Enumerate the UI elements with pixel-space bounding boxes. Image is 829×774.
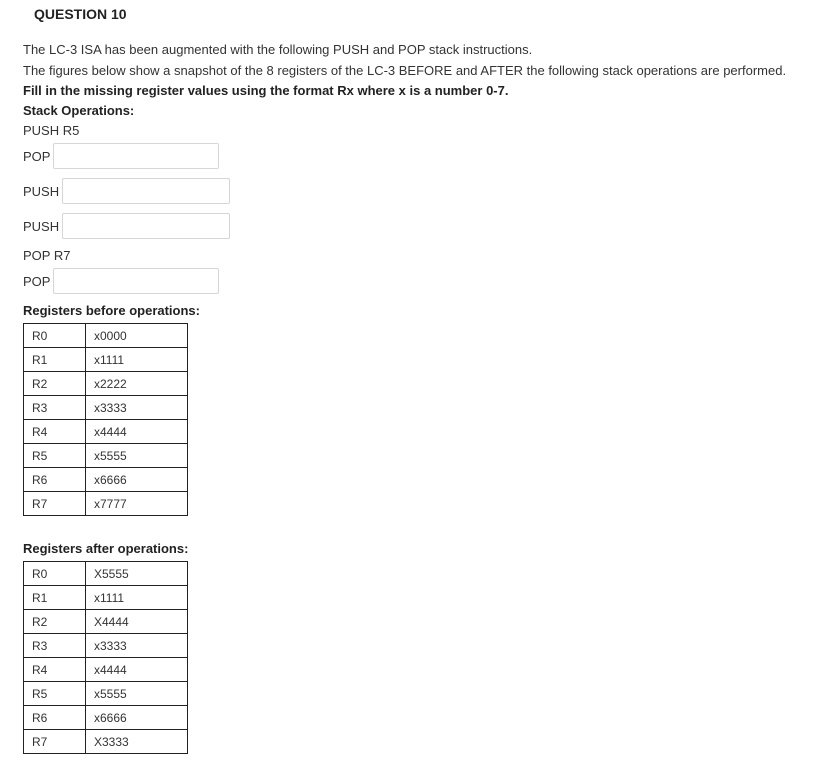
operation-label: PUSH R5 — [23, 123, 80, 138]
table-row — [24, 586, 188, 610]
question-title: QUESTION 10 — [34, 6, 127, 22]
operation-label: POP — [23, 273, 51, 289]
table-row — [24, 682, 188, 706]
table-row — [24, 658, 188, 682]
register-name: R2 — [24, 372, 86, 396]
register-name: R6 — [24, 706, 86, 730]
register-value: x1111 — [86, 586, 188, 610]
operation-label: PUSH — [23, 218, 60, 234]
instruction-text: Fill in the missing register values using the format Rx where x is a number 0-7. — [23, 83, 509, 98]
register-name: R0 — [24, 324, 86, 348]
register-name: R1 — [24, 348, 86, 372]
intro-line-2: The figures below show a snapshot of the 8 registers of the LC-3 BEFORE and AFTER the following stack operations are performed. — [23, 63, 787, 78]
table-row — [24, 348, 188, 372]
registers-before-table — [23, 323, 188, 516]
table-row — [24, 468, 188, 492]
register-value: x3333 — [86, 396, 188, 420]
register-value: X4444 — [86, 610, 188, 634]
register-name: R2 — [24, 610, 86, 634]
answer-input-push-1[interactable] — [62, 178, 230, 204]
operation-label: POP R7 — [23, 248, 71, 263]
table-row — [24, 492, 188, 516]
table-row — [24, 372, 188, 396]
registers-before-heading: Registers before operations: — [23, 303, 200, 318]
register-value: x5555 — [86, 444, 188, 468]
register-name: R7 — [24, 730, 86, 754]
register-name: R3 — [24, 634, 86, 658]
table-row — [24, 634, 188, 658]
intro-line-1: The LC-3 ISA has been augmented with the following PUSH and POP stack instructions. — [23, 42, 533, 57]
answer-input-pop-1[interactable] — [53, 143, 219, 169]
register-value: x4444 — [86, 658, 188, 682]
register-name: R1 — [24, 586, 86, 610]
operation-row-6 — [23, 268, 219, 294]
register-value: x6666 — [86, 706, 188, 730]
table-row — [24, 396, 188, 420]
register-value: x4444 — [86, 420, 188, 444]
operation-row-2 — [23, 143, 219, 169]
register-name: R4 — [24, 420, 86, 444]
table-row — [24, 420, 188, 444]
register-value: x7777 — [86, 492, 188, 516]
register-name: R5 — [24, 682, 86, 706]
register-value: X3333 — [86, 730, 188, 754]
register-value: x6666 — [86, 468, 188, 492]
registers-after-heading: Registers after operations: — [23, 541, 189, 556]
table-row — [24, 706, 188, 730]
register-value: x5555 — [86, 682, 188, 706]
table-row — [24, 610, 188, 634]
table-row — [24, 562, 188, 586]
operation-label: POP — [23, 148, 51, 164]
register-name: R0 — [24, 562, 86, 586]
register-value: x2222 — [86, 372, 188, 396]
register-value: x0000 — [86, 324, 188, 348]
register-value: x1111 — [86, 348, 188, 372]
register-name: R6 — [24, 468, 86, 492]
operation-row-5 — [23, 248, 73, 263]
operation-row-4 — [23, 213, 230, 239]
table-row — [24, 444, 188, 468]
register-value: X5555 — [86, 562, 188, 586]
stack-operations-heading: Stack Operations: — [23, 103, 135, 118]
register-value: x3333 — [86, 634, 188, 658]
register-name: R3 — [24, 396, 86, 420]
registers-after-table — [23, 561, 188, 754]
table-row — [24, 730, 188, 754]
operation-label: PUSH — [23, 183, 60, 199]
operation-row-3 — [23, 178, 230, 204]
register-name: R7 — [24, 492, 86, 516]
register-name: R4 — [24, 658, 86, 682]
answer-input-push-2[interactable] — [62, 213, 230, 239]
register-name: R5 — [24, 444, 86, 468]
table-row — [24, 324, 188, 348]
answer-input-pop-2[interactable] — [53, 268, 219, 294]
operation-row-1 — [23, 123, 82, 138]
